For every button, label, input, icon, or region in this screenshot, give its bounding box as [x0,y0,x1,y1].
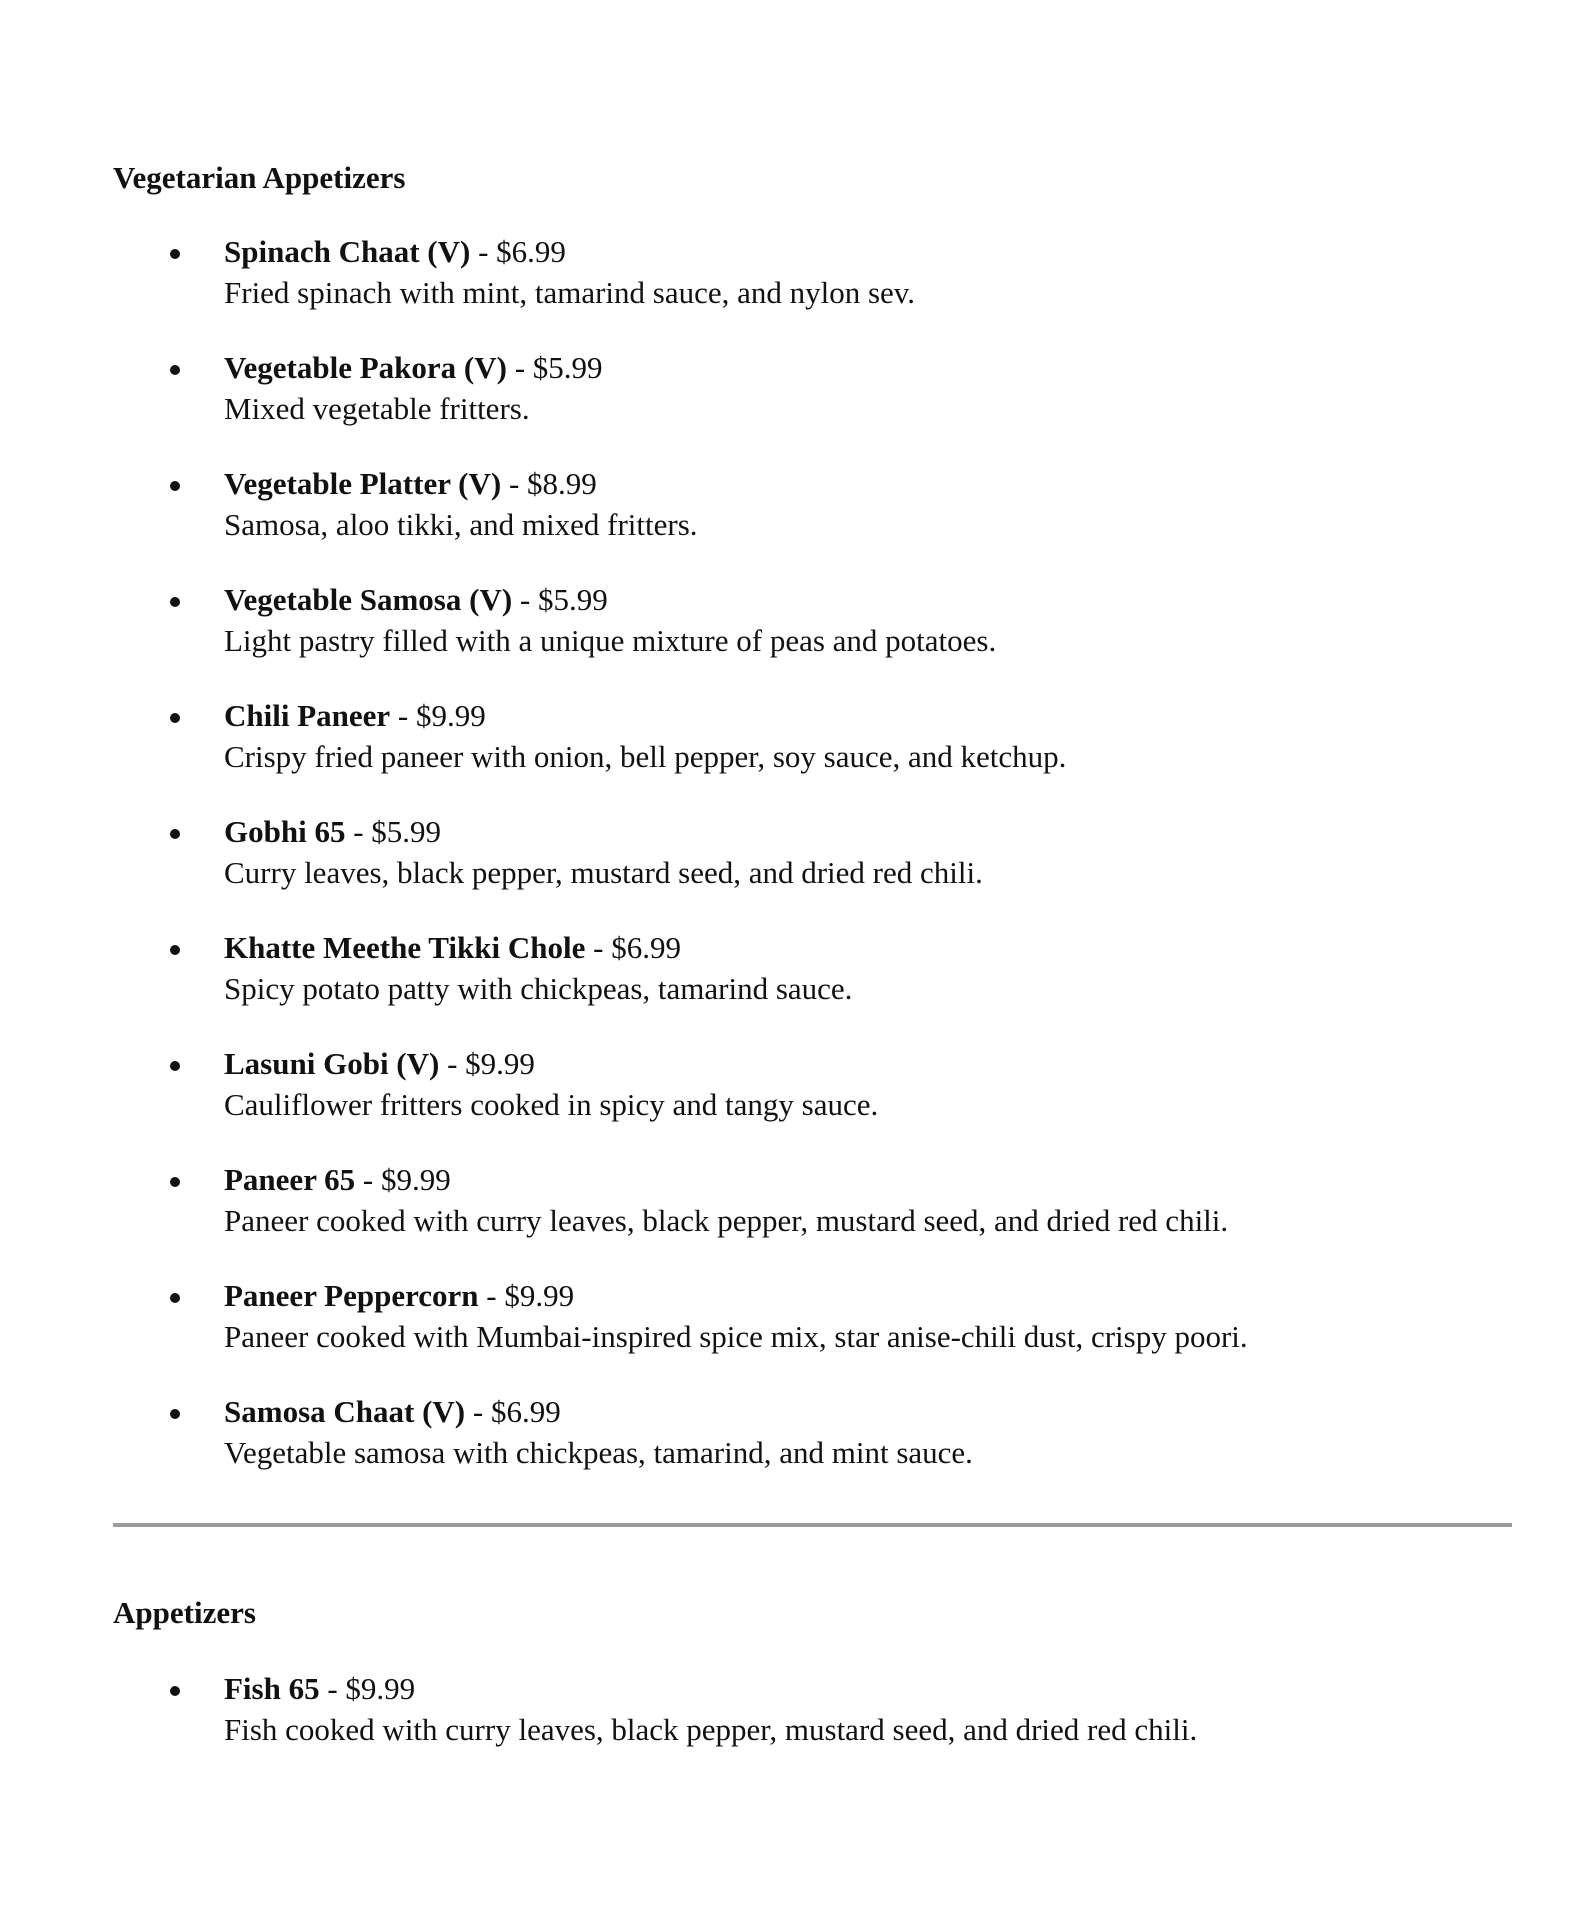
item-name: Paneer 65 [224,1162,356,1197]
item-description: Paneer cooked with curry leaves, black pepper, mustard seed, and dried red chili. [224,1203,1229,1238]
item-name: Paneer Peppercorn [224,1278,479,1313]
item-name: Fish 65 [224,1671,320,1706]
item-price: - $9.99 [390,698,486,733]
item-name: Vegetable Samosa (V) [224,582,513,617]
item-price: - $9.99 [478,1278,575,1313]
bullet-icon [170,829,180,839]
item-description: Vegetable samosa with chickpeas, tamarind, and mint sauce. [224,1435,973,1470]
item-price: - $5.99 [506,350,603,385]
item-description: Spicy potato patty with chickpeas, tamarind sauce. [224,971,853,1006]
item-heading [224,696,486,736]
item-heading [224,1392,561,1432]
item-description: Cauliflower fritters cooked in spicy and tangy sauce. [224,1087,879,1122]
item-name: Samosa Chaat (V) [224,1394,466,1429]
item-name: Spinach Chaat (V) [224,234,471,269]
item-heading [224,1044,535,1084]
item-description: Fried spinach with mint, tamarind sauce, and nylon sev. [224,275,916,310]
item-price: - $6.99 [470,234,566,269]
item-description: Light pastry filled with a unique mixture of peas and potatoes. [224,623,997,658]
bullet-icon [170,1177,180,1187]
bullet-icon [170,945,180,955]
item-price: - $9.99 [439,1046,535,1081]
item-description: Curry leaves, black pepper, mustard seed, and dried red chili. [224,855,983,890]
item-description: Fish cooked with curry leaves, black pepper, mustard seed, and dried red chili. [224,1712,1198,1747]
item-price: - $9.99 [319,1671,416,1706]
item-price: - $5.99 [345,814,442,849]
item-heading [224,812,441,852]
item-name: Chili Paneer [224,698,391,733]
item-heading [224,348,603,388]
bullet-icon [170,597,180,607]
bullet-icon [170,249,180,259]
section-title-appetizers: Appetizers [113,1595,256,1630]
section-title-vegetarian-appetizers: Vegetarian Appetizers [113,160,406,195]
item-heading [224,928,681,968]
item-price: - $6.99 [585,930,681,965]
bullet-icon [170,1061,180,1071]
item-description: Samosa, aloo tikki, and mixed fritters. [224,507,698,542]
item-heading [224,1669,415,1709]
item-name: Khatte Meethe Tikki Chole [224,930,586,965]
item-description: Paneer cooked with Mumbai-inspired spice mix, star anise-chili dust, crispy poori. [224,1319,1248,1354]
bullet-icon [170,1409,180,1419]
item-name: Vegetable Platter (V) [224,466,502,501]
item-heading [224,580,608,620]
item-price: - $8.99 [501,466,597,501]
item-name: Gobhi 65 [224,814,346,849]
bullet-icon [170,365,180,375]
bullet-icon [170,713,180,723]
item-price: - $6.99 [465,1394,561,1429]
item-price: - $5.99 [512,582,608,617]
item-description: Mixed vegetable fritters. [224,391,530,426]
bullet-icon [170,481,180,491]
item-price: - $9.99 [355,1162,451,1197]
item-heading [224,464,597,504]
section-divider [113,1523,1512,1527]
item-name: Lasuni Gobi (V) [224,1046,440,1081]
bullet-icon [170,1686,180,1696]
item-heading [224,1276,574,1316]
bullet-icon [170,1293,180,1303]
item-heading [224,232,566,272]
item-description: Crispy fried paneer with onion, bell pepper, soy sauce, and ketchup. [224,739,1067,774]
item-name: Vegetable Pakora (V) [224,350,507,385]
item-heading [224,1160,451,1200]
